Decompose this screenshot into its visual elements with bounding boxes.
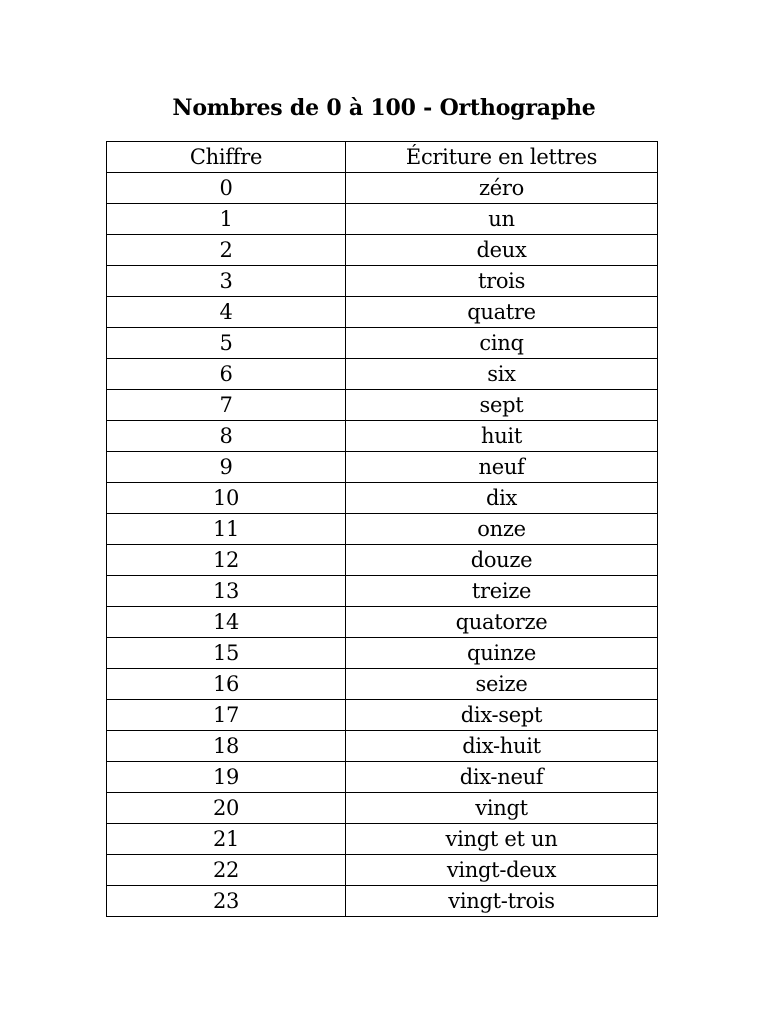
table-row [107, 421, 658, 452]
cell-ecriture: seize [346, 669, 658, 700]
table-row [107, 824, 658, 855]
header-chiffre: Chiffre [107, 142, 346, 173]
cell-ecriture: dix-huit [346, 731, 658, 762]
table-row [107, 204, 658, 235]
cell-ecriture: sept [346, 390, 658, 421]
table-row [107, 762, 658, 793]
cell-ecriture: six [346, 359, 658, 390]
table-header-row [107, 142, 658, 173]
cell-ecriture: deux [346, 235, 658, 266]
table-row [107, 545, 658, 576]
cell-ecriture: treize [346, 576, 658, 607]
table-row [107, 576, 658, 607]
cell-chiffre: 2 [107, 235, 346, 266]
cell-chiffre: 18 [107, 731, 346, 762]
cell-ecriture: dix-sept [346, 700, 658, 731]
cell-chiffre: 8 [107, 421, 346, 452]
table-row [107, 328, 658, 359]
cell-ecriture: douze [346, 545, 658, 576]
cell-ecriture: quatre [346, 297, 658, 328]
table-row [107, 359, 658, 390]
cell-chiffre: 3 [107, 266, 346, 297]
cell-ecriture: vingt-deux [346, 855, 658, 886]
table-row [107, 235, 658, 266]
cell-ecriture: quatorze [346, 607, 658, 638]
cell-chiffre: 20 [107, 793, 346, 824]
cell-ecriture: neuf [346, 452, 658, 483]
cell-chiffre: 14 [107, 607, 346, 638]
cell-chiffre: 23 [107, 886, 346, 917]
cell-ecriture: onze [346, 514, 658, 545]
cell-chiffre: 13 [107, 576, 346, 607]
cell-chiffre: 19 [107, 762, 346, 793]
cell-chiffre: 6 [107, 359, 346, 390]
table-row [107, 607, 658, 638]
cell-chiffre: 9 [107, 452, 346, 483]
table-row [107, 297, 658, 328]
table-row [107, 173, 658, 204]
page-title: Nombres de 0 à 100 - Orthographe [172, 95, 596, 121]
cell-chiffre: 7 [107, 390, 346, 421]
table-row [107, 700, 658, 731]
cell-chiffre: 22 [107, 855, 346, 886]
table-body [107, 173, 658, 917]
cell-chiffre: 15 [107, 638, 346, 669]
cell-chiffre: 5 [107, 328, 346, 359]
cell-ecriture: zéro [346, 173, 658, 204]
cell-ecriture: quinze [346, 638, 658, 669]
cell-ecriture: un [346, 204, 658, 235]
cell-ecriture: vingt-trois [346, 886, 658, 917]
table-row [107, 638, 658, 669]
cell-ecriture: dix-neuf [346, 762, 658, 793]
header-ecriture: Écriture en lettres [346, 142, 658, 173]
cell-chiffre: 0 [107, 173, 346, 204]
cell-chiffre: 1 [107, 204, 346, 235]
cell-ecriture: vingt et un [346, 824, 658, 855]
cell-ecriture: cinq [346, 328, 658, 359]
table-row [107, 266, 658, 297]
table-row [107, 514, 658, 545]
table-row [107, 669, 658, 700]
cell-ecriture: dix [346, 483, 658, 514]
cell-ecriture: vingt [346, 793, 658, 824]
cell-ecriture: trois [346, 266, 658, 297]
table-row [107, 731, 658, 762]
cell-chiffre: 11 [107, 514, 346, 545]
table-row [107, 793, 658, 824]
cell-chiffre: 17 [107, 700, 346, 731]
table-row [107, 483, 658, 514]
cell-ecriture: huit [346, 421, 658, 452]
cell-chiffre: 12 [107, 545, 346, 576]
table-row [107, 452, 658, 483]
cell-chiffre: 4 [107, 297, 346, 328]
table-row [107, 886, 658, 917]
table-row [107, 855, 658, 886]
numbers-table [106, 141, 658, 917]
table-row [107, 390, 658, 421]
cell-chiffre: 16 [107, 669, 346, 700]
cell-chiffre: 10 [107, 483, 346, 514]
cell-chiffre: 21 [107, 824, 346, 855]
